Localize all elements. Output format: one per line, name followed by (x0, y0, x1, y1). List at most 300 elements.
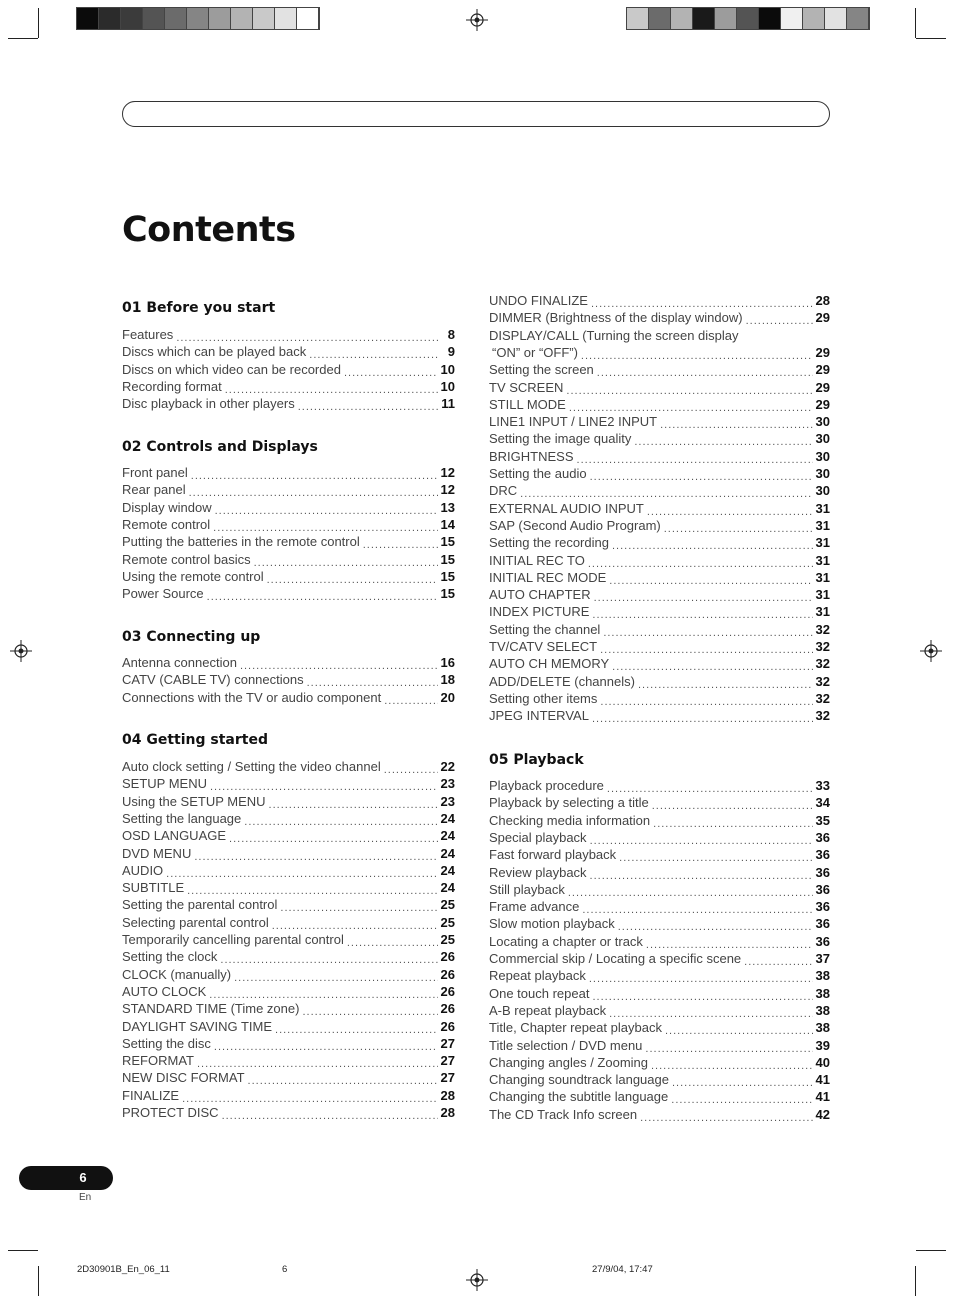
toc-entry-label: Power Source (122, 586, 204, 602)
toc-entry[interactable] (489, 499, 830, 516)
toc-entry[interactable] (489, 360, 830, 377)
toc-entry[interactable] (489, 932, 830, 949)
toc-entry-page: 42 (815, 1106, 830, 1122)
toc-entry[interactable] (489, 602, 830, 619)
toc-entry[interactable] (122, 913, 455, 930)
toc-entry[interactable] (122, 377, 455, 394)
toc-entry-label: AUTO CH MEMORY (489, 656, 610, 672)
toc-entry-page: 31 (815, 500, 830, 516)
dot-leader (609, 1004, 812, 1018)
toc-entry[interactable] (122, 480, 455, 497)
toc-entry-page: 28 (440, 1087, 455, 1103)
dot-leader (384, 760, 438, 774)
toc-entry[interactable] (122, 688, 455, 705)
toc-entry[interactable] (489, 1070, 830, 1087)
toc-entry[interactable] (122, 532, 455, 549)
toc-entry-page: 23 (440, 793, 455, 809)
toc-entry[interactable] (122, 653, 455, 670)
toc-entry[interactable] (122, 809, 455, 826)
page-number-badge (19, 1166, 113, 1190)
toc-entry-page: 32 (815, 656, 830, 672)
toc-entry-page: 41 (815, 1089, 830, 1105)
toc-entry-label: DAYLIGHT SAVING TIME (122, 1018, 273, 1034)
toc-entry-page: 30 (815, 448, 830, 464)
toc-entry[interactable] (489, 793, 830, 810)
toc-entry[interactable] (122, 982, 455, 999)
toc-entry-page: 31 (815, 517, 830, 533)
page-title: Contents (122, 210, 296, 250)
toc-entry[interactable] (489, 551, 830, 568)
toc-entry[interactable] (489, 828, 830, 845)
toc-entry-page: 31 (815, 587, 830, 603)
footer-page: 6 (282, 1264, 288, 1275)
toc-entry-page: 26 (440, 1001, 455, 1017)
crop-mark (8, 38, 38, 39)
toc-entry-label: BRIGHTNESS (489, 448, 574, 464)
toc-entry-label: Setting the channel (489, 621, 601, 637)
toc-entry[interactable] (122, 1051, 455, 1068)
toc-entry-label: Setting the recording (489, 535, 609, 551)
dot-leader (244, 812, 437, 826)
toc-entry-label: LINE1 INPUT / LINE2 INPUT (489, 414, 658, 430)
toc-entry[interactable] (489, 585, 830, 602)
toc-entry[interactable] (489, 845, 830, 862)
dot-leader (182, 1089, 437, 1103)
toc-entry-label: TV/CATV SELECT (489, 639, 598, 654)
toc-entry[interactable] (122, 584, 455, 601)
toc-entry-page: 29 (815, 362, 830, 378)
dot-leader (607, 779, 813, 793)
toc-entry-page: 37 (815, 951, 830, 966)
dot-leader (309, 345, 438, 359)
dot-leader (254, 553, 438, 567)
page-number: 6 (79, 1170, 87, 1185)
dot-leader (652, 796, 813, 810)
toc-entry-label: Locating a chapter or track (489, 933, 643, 949)
toc-entry-label: PROTECT DISC (122, 1105, 219, 1120)
toc-entry[interactable] (489, 914, 830, 931)
toc-entry-page: 35 (815, 812, 830, 828)
dot-leader (363, 535, 438, 549)
toc-entry-label: Frame advance (489, 899, 580, 915)
toc-entry-page: 29 (815, 344, 830, 360)
dot-leader (229, 829, 438, 843)
dot-leader (194, 847, 437, 861)
toc-entry-page: 25 (440, 932, 455, 947)
crop-mark (915, 8, 916, 38)
toc-entry[interactable] (489, 1053, 830, 1070)
toc-entry-label: Still playback (489, 881, 565, 897)
toc-entry[interactable] (122, 394, 455, 411)
dot-leader (220, 950, 437, 964)
toc-entry-page: 32 (815, 708, 830, 724)
dot-leader (671, 1090, 812, 1104)
toc-entry[interactable] (489, 880, 830, 897)
toc-entry-page: 15 (440, 586, 455, 602)
dot-leader (600, 692, 812, 706)
toc-entry-page: 8 (447, 327, 455, 342)
toc-entry-label: Playback procedure (489, 778, 604, 793)
toc-entry-label: A-B repeat playback (489, 1002, 607, 1018)
toc-entry-page: 12 (440, 482, 455, 498)
toc-entry-page: 15 (440, 551, 455, 567)
toc-entry-label: Auto clock setting / Setting the video channel (122, 759, 381, 774)
toc-entry-page: 13 (440, 499, 455, 515)
toc-entry[interactable] (489, 654, 830, 671)
toc-entry-label: Title selection / DVD menu (489, 1037, 643, 1053)
toc-entry[interactable] (489, 1105, 830, 1122)
dot-leader (225, 380, 438, 394)
toc-entry-page: 29 (815, 379, 830, 395)
toc-entry-page: 38 (815, 1020, 830, 1036)
toc-entry-page: 29 (815, 396, 830, 412)
toc-entry[interactable] (122, 515, 455, 532)
toc-entry-label: Review playback (489, 864, 587, 880)
toc-entry[interactable] (489, 343, 830, 360)
dot-leader (307, 673, 438, 687)
toc-entry[interactable] (122, 792, 455, 809)
dot-leader (597, 363, 813, 377)
toc-entry-page: 38 (815, 1002, 830, 1018)
dot-leader (520, 484, 812, 498)
toc-entry-label: Commercial skip / Locating a specific scene (489, 951, 742, 966)
dot-leader (609, 571, 812, 585)
dot-leader (207, 587, 438, 601)
toc-entry-label: Remote control (122, 516, 211, 532)
toc-entry-page: 15 (440, 568, 455, 584)
crop-mark (38, 1266, 39, 1296)
toc-entry-label: AUDIO (122, 862, 164, 878)
dot-leader (248, 1071, 438, 1085)
toc-entry-page: 32 (815, 673, 830, 689)
toc-entry-page: 31 (815, 604, 830, 620)
toc-entry-page: 10 (440, 378, 455, 394)
toc-entry-label: Title, Chapter repeat playback (489, 1020, 662, 1036)
dot-leader (234, 968, 437, 982)
dot-leader (582, 900, 812, 914)
toc-entry[interactable] (489, 863, 830, 880)
toc-entry-label: Setting the language (122, 810, 242, 826)
toc-entry[interactable] (122, 895, 455, 912)
toc-entry-label: AUTO CHAPTER (489, 587, 591, 603)
toc-entry-label: SAP (Second Audio Program) (489, 517, 661, 533)
toc-entry-label: Setting the screen (489, 362, 594, 378)
toc-entry-label: Front panel (122, 465, 188, 480)
footer-file: 2D30901B_En_06_11 (77, 1264, 170, 1275)
toc-entry[interactable] (489, 689, 830, 706)
toc-entry[interactable] (489, 291, 830, 308)
dot-leader (275, 1020, 438, 1034)
toc-entry[interactable] (489, 429, 830, 446)
toc-entry-label: Features (122, 327, 174, 342)
dot-leader (590, 831, 813, 845)
dot-leader (612, 657, 812, 671)
toc-entry-label: TV SCREEN (489, 379, 564, 395)
toc-entry[interactable] (489, 568, 830, 585)
toc-entry-page: 9 (447, 344, 455, 360)
dot-leader (566, 381, 812, 395)
toc-entry[interactable] (122, 861, 455, 878)
toc-entry-label: EXTERNAL AUDIO INPUT (489, 500, 644, 516)
toc-entry[interactable] (122, 844, 455, 861)
toc-entry-label: Using the remote control (122, 568, 264, 584)
toc-entry-page: 14 (440, 516, 455, 532)
toc-entry-label: Changing soundtrack language (489, 1072, 669, 1088)
toc-entry-page: 36 (815, 829, 830, 845)
toc-entry-label: Setting the image quality (489, 431, 632, 447)
toc-entry[interactable] (122, 1103, 455, 1120)
section-title: 03 Connecting up (122, 629, 261, 645)
toc-entry-label: STILL MODE (489, 396, 566, 412)
dot-leader (634, 432, 812, 446)
toc-entry-page: 33 (815, 778, 830, 793)
toc-entry[interactable] (489, 464, 830, 481)
toc-entry[interactable] (122, 550, 455, 567)
registration-mark-icon (920, 640, 942, 662)
toc-entry-label: Changing angles / Zooming (489, 1054, 648, 1070)
toc-entry[interactable] (489, 1018, 830, 1035)
toc-entry-label: Slow motion playback (489, 916, 615, 932)
dot-leader (213, 518, 437, 532)
toc-entry-label: CATV (CABLE TV) connections (122, 672, 304, 688)
toc-entry[interactable] (489, 966, 830, 983)
dot-leader (280, 898, 437, 912)
toc-entry[interactable] (489, 395, 830, 412)
dot-leader (646, 935, 813, 949)
toc-entry[interactable] (489, 447, 830, 464)
language-code: En (79, 1192, 92, 1203)
toc-entry[interactable] (122, 1034, 455, 1051)
toc-entry-page: 24 (440, 845, 455, 861)
toc-entry-label: Repeat playback (489, 968, 586, 984)
color-swatch (77, 8, 99, 29)
toc-entry[interactable] (122, 498, 455, 515)
toc-entry[interactable] (122, 342, 455, 359)
toc-entry-label: Using the SETUP MENU (122, 793, 266, 809)
toc-entry-page: 27 (440, 1053, 455, 1069)
dot-leader (209, 985, 437, 999)
toc-entry-page: 34 (815, 795, 830, 811)
toc-entry[interactable] (489, 811, 830, 828)
dot-leader (569, 398, 813, 412)
toc-entry[interactable] (122, 463, 455, 480)
crop-mark (916, 38, 946, 39)
toc-entry[interactable] (489, 706, 830, 723)
dot-leader (591, 294, 813, 308)
section-title: 04 Getting started (122, 732, 268, 748)
toc-entry[interactable] (122, 757, 455, 774)
crop-mark (916, 1250, 946, 1251)
dot-leader (189, 483, 438, 497)
toc-entry[interactable] (489, 620, 830, 637)
toc-entry-label: Setting the parental control (122, 897, 278, 913)
toc-entry-page: 40 (815, 1054, 830, 1070)
toc-entry-page: 36 (815, 847, 830, 863)
dot-leader (651, 1056, 813, 1070)
toc-entry-label: SUBTITLE (122, 880, 185, 896)
toc-entry-label: DRC (489, 483, 518, 499)
toc-right-column (489, 0, 830, 1304)
toc-entry[interactable] (489, 378, 830, 395)
toc-entry-label: Discs which can be played back (122, 344, 307, 360)
toc-entry[interactable] (122, 360, 455, 377)
dot-leader (166, 864, 437, 878)
toc-entry[interactable] (489, 776, 830, 793)
toc-entry[interactable] (122, 670, 455, 687)
dot-leader (267, 570, 438, 584)
toc-entry-label: Connections with the TV or audio component (122, 689, 382, 705)
toc-entry-label: CLOCK (manually) (122, 966, 232, 982)
toc-entry-page: 24 (440, 862, 455, 878)
registration-mark-icon (466, 1269, 488, 1291)
toc-entry[interactable] (122, 930, 455, 947)
dot-leader (746, 311, 813, 325)
toc-entry-page: 39 (815, 1037, 830, 1053)
dot-leader (592, 987, 812, 1001)
toc-left-column (122, 0, 455, 1304)
toc-entry-label: Setting the disc (122, 1035, 211, 1051)
dot-leader (384, 691, 437, 705)
toc-entry-label: Recording format (122, 378, 222, 394)
toc-entry-page: 27 (440, 1035, 455, 1051)
toc-entry[interactable] (122, 947, 455, 964)
toc-entry-page: 28 (440, 1105, 455, 1120)
toc-entry[interactable] (122, 774, 455, 791)
toc-entry[interactable] (489, 326, 830, 343)
toc-entry-label: ADD/DELETE (channels) (489, 673, 635, 689)
toc-entry[interactable] (122, 325, 455, 342)
toc-entry-label: DISPLAY/CALL (Turning the screen display (489, 327, 739, 343)
toc-entry-label: SETUP MENU (122, 776, 207, 792)
toc-entry-label: AUTO CLOCK (122, 983, 207, 999)
dot-leader (638, 675, 813, 689)
toc-entry-page: 30 (815, 414, 830, 430)
dot-leader (590, 467, 813, 481)
toc-entry-label: Rear panel (122, 482, 186, 498)
toc-entry[interactable] (489, 1001, 830, 1018)
toc-entry-page: 24 (440, 880, 455, 896)
dot-leader (589, 969, 813, 983)
crop-mark (8, 1250, 38, 1251)
toc-entry-page: 11 (441, 396, 455, 412)
toc-entry-label: Discs on which video can be recorded (122, 361, 341, 377)
toc-entry-page: 26 (440, 949, 455, 965)
toc-entry-page: 32 (815, 639, 830, 654)
dot-leader (603, 623, 812, 637)
dot-leader (222, 1106, 438, 1120)
toc-entry[interactable] (122, 999, 455, 1016)
toc-entry[interactable] (122, 1017, 455, 1034)
dot-leader (191, 466, 438, 480)
section-title: 01 Before you start (122, 300, 276, 316)
dot-leader (215, 501, 438, 515)
toc-entry-label: DIMMER (Brightness of the display window) (489, 310, 743, 326)
toc-entry-label: Display window (122, 499, 212, 515)
dot-leader (210, 777, 438, 791)
toc-entry[interactable] (122, 1086, 455, 1103)
toc-entry-label: Checking media information (489, 812, 651, 828)
toc-entry-label: Playback by selecting a title (489, 795, 649, 811)
toc-entry[interactable] (489, 1087, 830, 1104)
toc-entry-page: 24 (440, 810, 455, 826)
toc-entry[interactable] (489, 533, 830, 550)
toc-entry-page: 30 (815, 466, 830, 481)
toc-entry[interactable] (489, 516, 830, 533)
toc-entry-label: Selecting parental control (122, 914, 269, 930)
toc-entry-label: DVD MENU (122, 845, 192, 861)
toc-entry-label: “ON” or “OFF”) (492, 344, 578, 360)
toc-entry[interactable] (489, 637, 830, 654)
toc-entry[interactable] (122, 567, 455, 584)
toc-entry[interactable] (489, 412, 830, 429)
toc-entry-page: 32 (815, 690, 830, 706)
dot-leader (619, 848, 812, 862)
toc-entry-page: 31 (815, 552, 830, 568)
toc-entry-label: Disc playback in other players (122, 396, 295, 412)
dot-leader (302, 1002, 437, 1016)
toc-entry-label: The CD Track Info screen (489, 1106, 638, 1122)
dot-leader (347, 933, 438, 947)
toc-entry-label: NEW DISC FORMAT (122, 1070, 245, 1086)
registration-mark-icon (466, 9, 488, 31)
dot-leader (187, 881, 437, 895)
toc-entry-label: Remote control basics (122, 551, 251, 567)
toc-entry[interactable] (489, 672, 830, 689)
toc-entry[interactable] (122, 965, 455, 982)
toc-entry-label: Special playback (489, 829, 587, 845)
toc-entry-page: 30 (815, 431, 830, 447)
toc-entry[interactable] (489, 1036, 830, 1053)
dot-leader (214, 1037, 438, 1051)
toc-entry-page: 28 (815, 293, 830, 308)
toc-entry[interactable] (122, 878, 455, 895)
dot-leader (640, 1108, 812, 1122)
toc-entry[interactable] (489, 984, 830, 1001)
footer-date: 27/9/04, 17:47 (592, 1264, 653, 1275)
toc-entry[interactable] (122, 1068, 455, 1085)
toc-entry-label: One touch repeat (489, 985, 590, 1001)
toc-entry-label: INITIAL REC MODE (489, 569, 607, 585)
toc-entry-page: 36 (815, 864, 830, 880)
dot-leader (588, 554, 813, 568)
toc-entry[interactable] (122, 826, 455, 843)
toc-entry[interactable] (489, 481, 830, 498)
toc-entry-page: 31 (815, 569, 830, 585)
registration-mark-icon (10, 640, 32, 662)
toc-entry[interactable] (489, 949, 830, 966)
dot-leader (594, 588, 813, 602)
toc-entry-label: INITIAL REC TO (489, 552, 585, 568)
crop-mark (915, 1266, 916, 1296)
toc-entry-page: 25 (440, 914, 455, 930)
toc-entry-label: Temporarily cancelling parental control (122, 932, 344, 947)
toc-entry[interactable] (489, 897, 830, 914)
toc-entry[interactable] (489, 308, 830, 325)
toc-entry-label: OSD LANGUAGE (122, 828, 227, 844)
toc-entry-page: 23 (440, 776, 455, 792)
dot-leader (618, 917, 813, 931)
toc-entry-label: Antenna connection (122, 655, 237, 670)
toc-entry-label: Putting the batteries in the remote control (122, 534, 360, 550)
toc-entry-page: 32 (815, 621, 830, 637)
dot-leader (660, 415, 812, 429)
dot-leader (742, 329, 813, 343)
toc-entry-page: 26 (440, 983, 455, 999)
crop-mark (38, 8, 39, 38)
dot-leader (665, 1021, 813, 1035)
toc-entry-label: REFORMAT (122, 1053, 194, 1069)
toc-entry-page: 29 (815, 310, 830, 326)
